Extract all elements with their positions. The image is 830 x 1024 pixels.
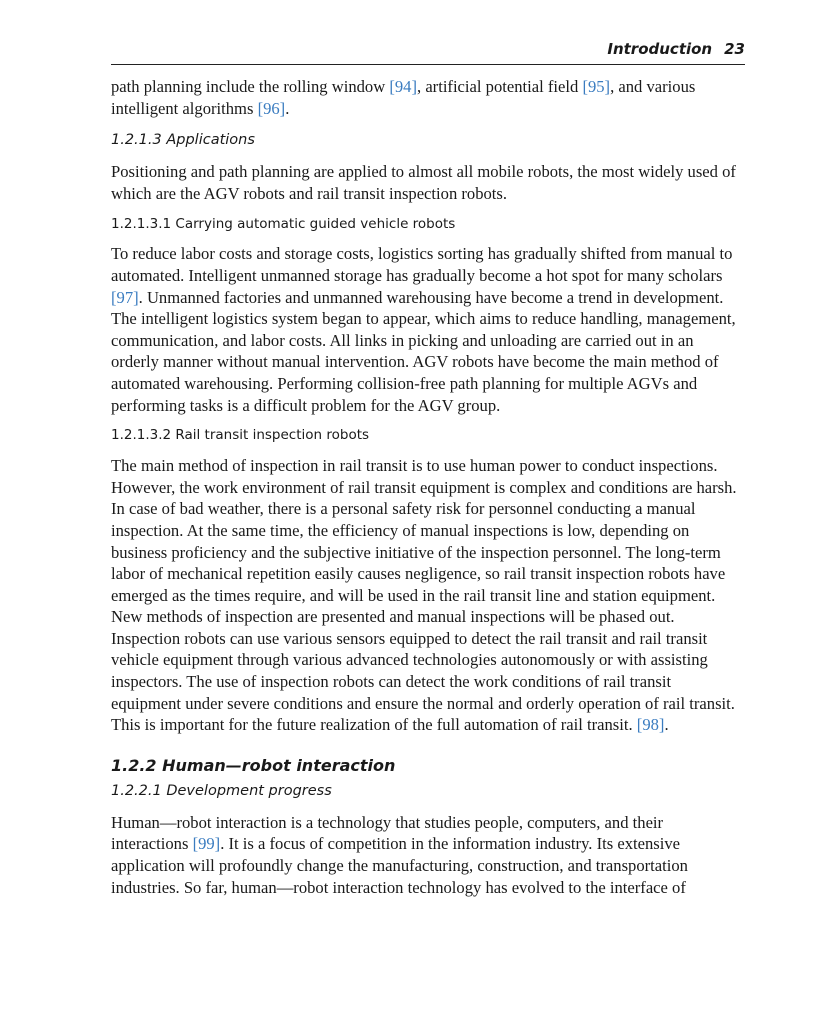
citation-link[interactable]: [99] <box>192 834 221 854</box>
heading-human-robot-interaction: 1.2.2 Human—robot interaction <box>111 755 396 775</box>
paragraph-rail: The main method of inspection in rail transit is to use human power to conduct inspections. However, the work environment of rail transit equipment is complex and conditions are harsh. In case of bad weather, there is a personal safety risk for personnel conducting a manual inspection. At the same time, the efficiency of manual inspections is low, depending on business proficiency and the subjective initiative of the inspection personnel. The long-term labor of mechanical repetition easily causes negligence, so rail transit inspection robots have emerged as the times require, and will be used in the rail transit line and station equipment. New methods of inspection are presented and manual inspections will be phased out. Inspection robots can use various sensors equipped to detect the rail transit and rail transit vehicle equipment through various advanced technologies autonomously or with assisting inspectors. The use of inspection robots can detect the work conditions of rail transit equipment under severe conditions and ensure the normal and orderly operation of rail transit. This is important for the future realization of the full automation of rail transit. [98]. <box>111 456 737 735</box>
paragraph-agv: To reduce labor costs and storage costs, logistics sorting has gradually shifted from manual to automated. Intelligent unmanned storage has gradually become a hot spot for many scholars [97]. Unmanned factories and unmanned warehousing have become a trend in development. The intelligent logistics system began to appear, which aims to reduce handling, management, communication, and labor costs. All links in picking and unloading are carried out in an orderly manner without manual intervention. AGV robots have become the main method of automated warehousing. Performing collision-free path planning for multiple AGVs and performing tasks is a difficult problem for the AGV group. <box>111 244 736 415</box>
heading-development-progress: 1.2.2.1 Development progress <box>111 782 332 799</box>
citation-link[interactable]: [98] <box>636 715 665 735</box>
citation-link[interactable]: [96] <box>257 98 286 118</box>
page-body <box>111 76 739 898</box>
citation-link[interactable]: [94] <box>389 77 418 96</box>
citation-link[interactable]: [95] <box>582 77 611 96</box>
running-header <box>111 38 745 65</box>
paragraph-hri: Human—robot interaction is a technology that studies people, computers, and their interactions [99]. It is a focus of competition in the information industry. Its extensive application will profoundly change the manufacturing, construction, and transportation industries. So far, human—robot interaction technology has evolved to the interface of <box>111 812 688 897</box>
heading-applications: 1.2.1.3 Applications <box>111 132 255 149</box>
page-number: 23 <box>724 40 745 58</box>
heading-rail-robots: 1.2.1.3.2 Rail transit inspection robots <box>111 427 370 444</box>
heading-agv-robots: 1.2.1.3.1 Carrying automatic guided vehicle robots <box>111 216 456 233</box>
citation-link[interactable]: [97] <box>111 287 139 307</box>
paragraph-intro: path planning include the rolling window [94], artificial potential field [95], and various intelligent algorithms [96]. <box>111 77 696 118</box>
header-title: Introduction <box>607 40 713 58</box>
paragraph-applications: Positioning and path planning are applied to almost all mobile robots, the most widely used of which are the AGV robots and rail transit inspection robots. <box>111 162 736 203</box>
